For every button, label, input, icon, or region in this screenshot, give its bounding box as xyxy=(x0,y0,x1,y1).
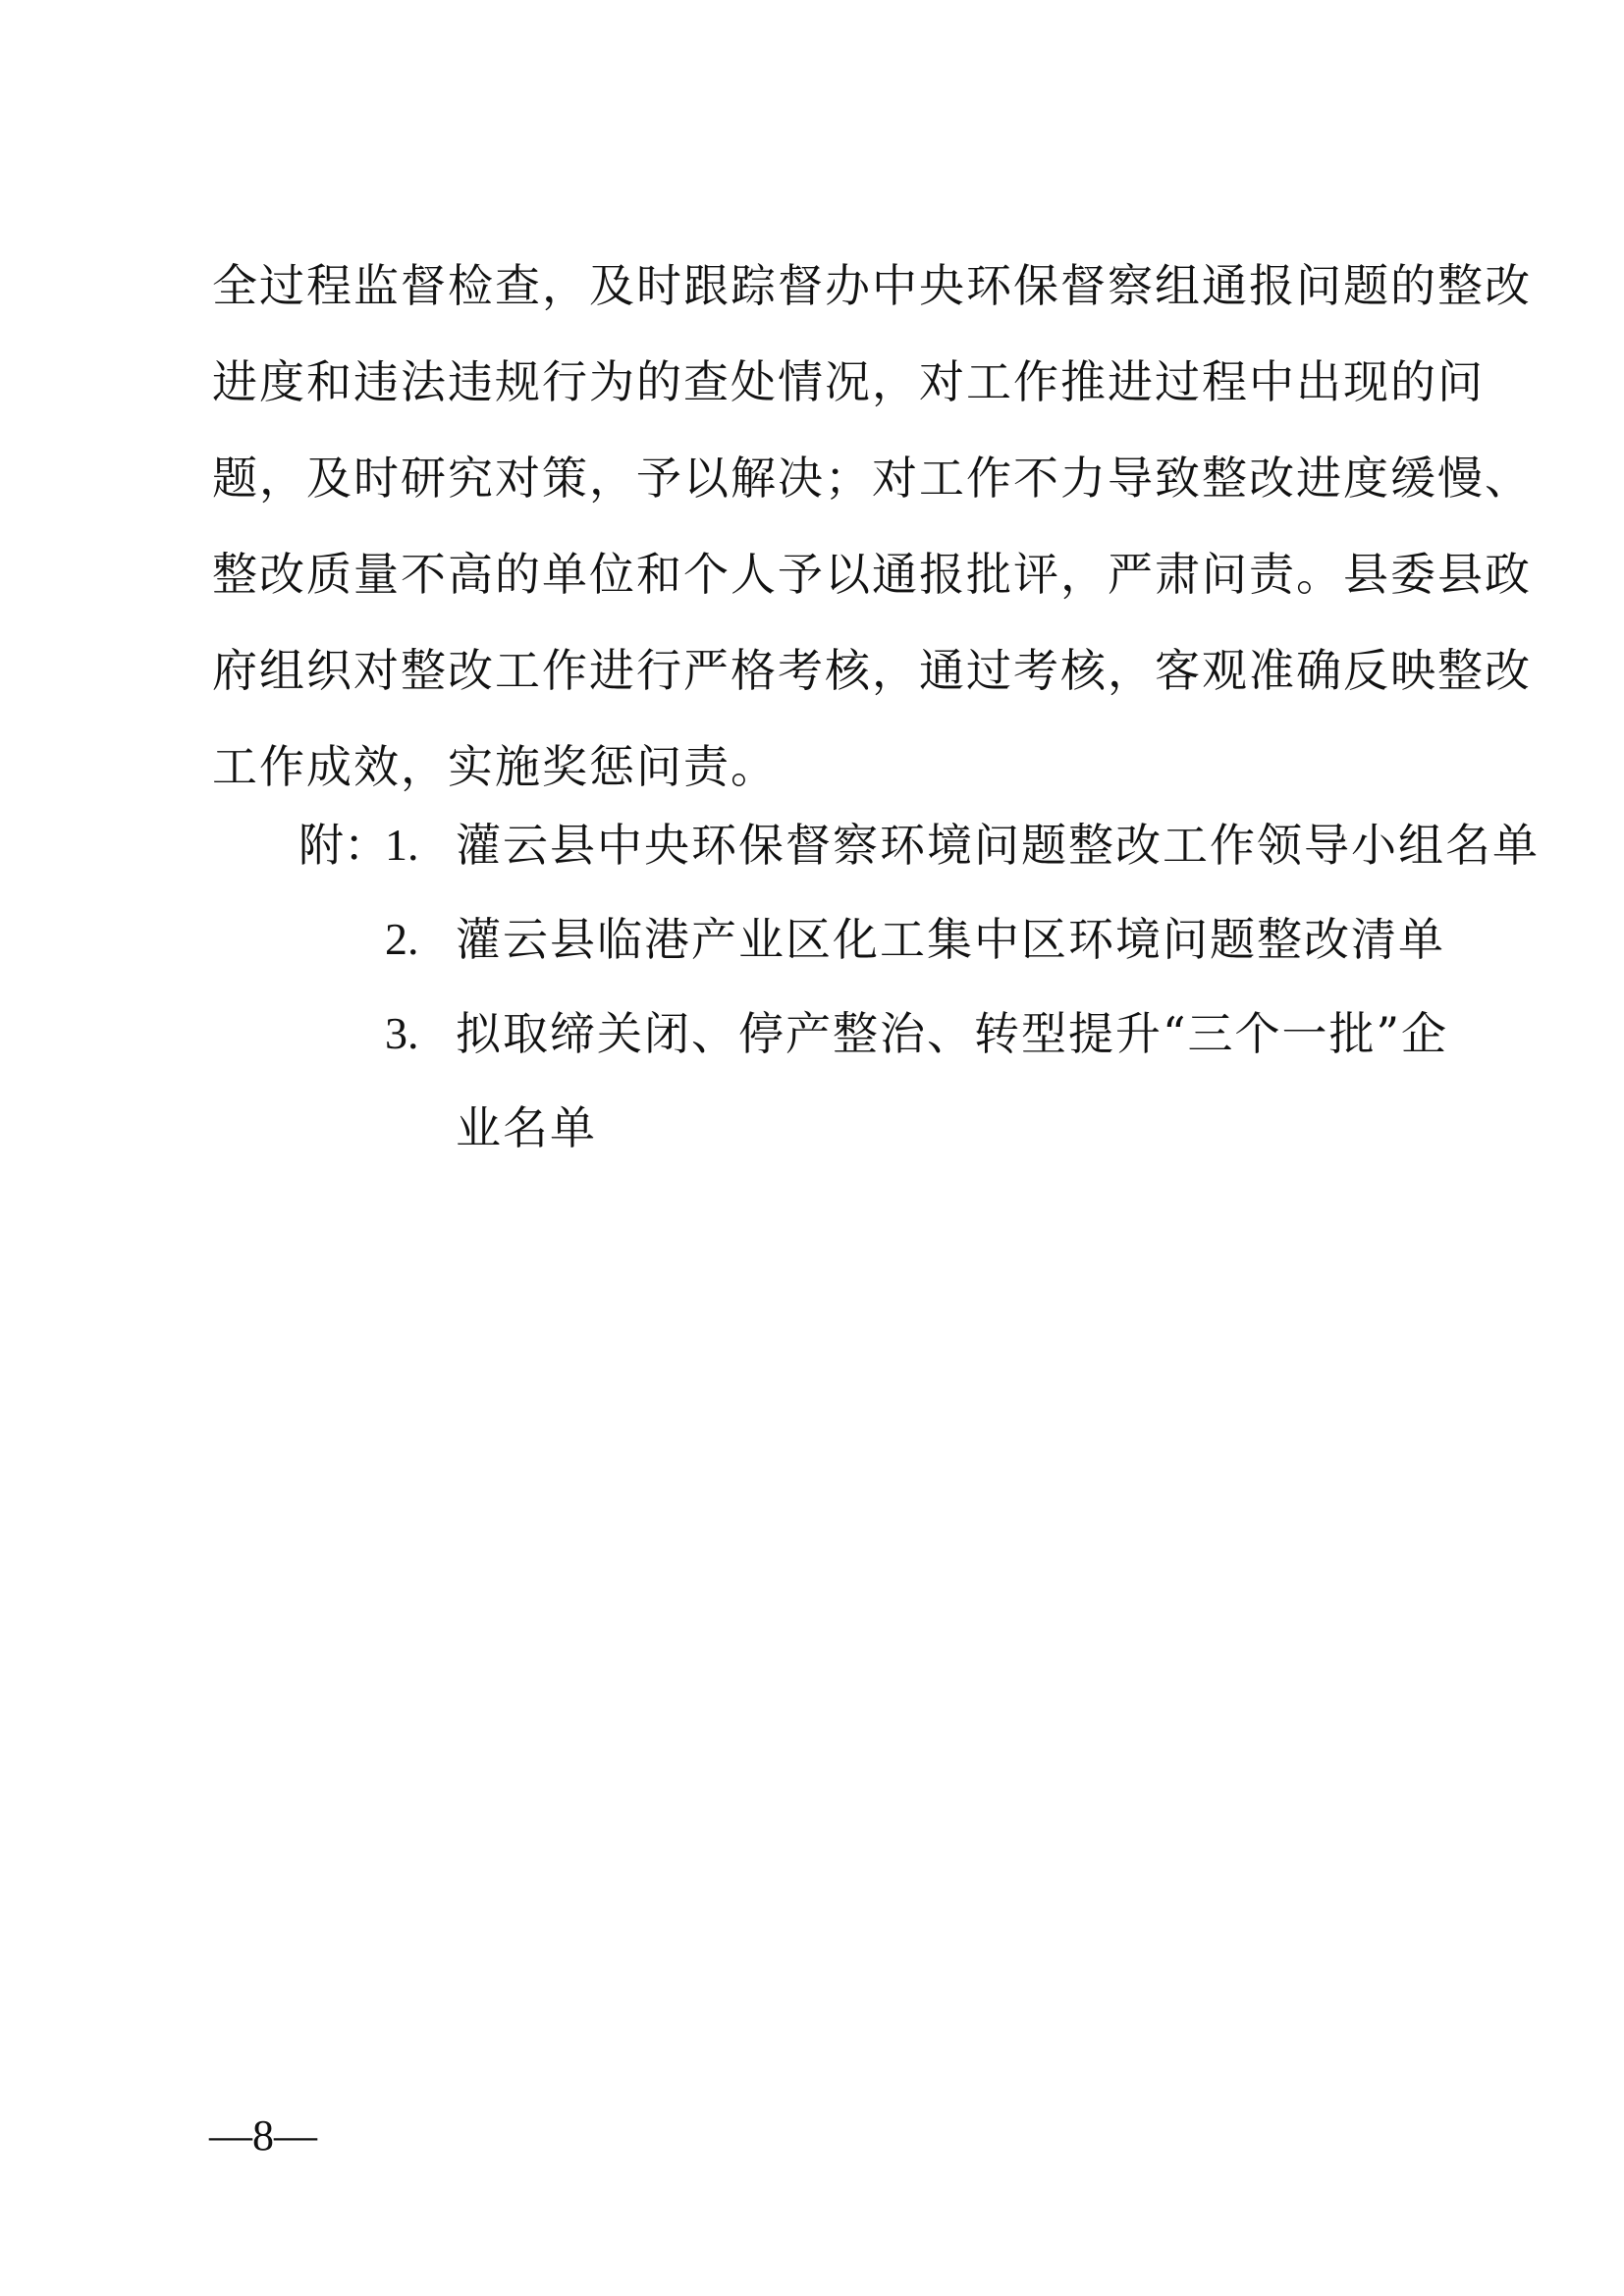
page-number: —8— xyxy=(209,2111,317,2160)
attachment-title: 灌云县中央环保督察环境问题整改工作领导小组名单 xyxy=(456,819,1540,872)
attachment-item-1 xyxy=(298,819,1540,872)
body-line-6: 工作成效，实施奖惩问责。 xyxy=(212,740,778,793)
body-line-5: 府组织对整改工作进行严格考核，通过考核，客观准确反映整改 xyxy=(212,644,1532,697)
body-line-3: 题，及时研究对策，予以解决；对工作不力导致整改进度缓慢、 xyxy=(212,452,1532,505)
attachments-prefix: 附： xyxy=(298,819,389,872)
attachment-item-3 xyxy=(298,1007,1449,1060)
body-line-1: 全过程监督检查，及时跟踪督办中央环保督察组通报问题的整改 xyxy=(212,259,1532,312)
attachment-item-2 xyxy=(298,913,1445,966)
body-paragraph xyxy=(212,259,1532,840)
attachment-title: 拟取缔关闭、停产整治、转型提升“三个一批”企 xyxy=(456,1007,1449,1060)
attachments-list xyxy=(298,819,1540,1200)
body-line-4: 整改质量不高的单位和个人予以通报批评，严肃问责。县委县政 xyxy=(212,548,1532,601)
body-line-2: 进度和违法违规行为的查处情况，对工作推进过程中出现的问 xyxy=(212,355,1485,408)
attachment-item-3-continuation xyxy=(298,1101,1428,1154)
attachment-number: 2. xyxy=(385,914,419,964)
attachment-number: 3. xyxy=(385,1008,419,1058)
attachment-title-continuation: 业名单 xyxy=(456,1101,597,1154)
attachment-title: 灌云县临港产业区化工集中区环境问题整改清单 xyxy=(456,913,1445,966)
attachment-number: 1. xyxy=(385,820,419,870)
